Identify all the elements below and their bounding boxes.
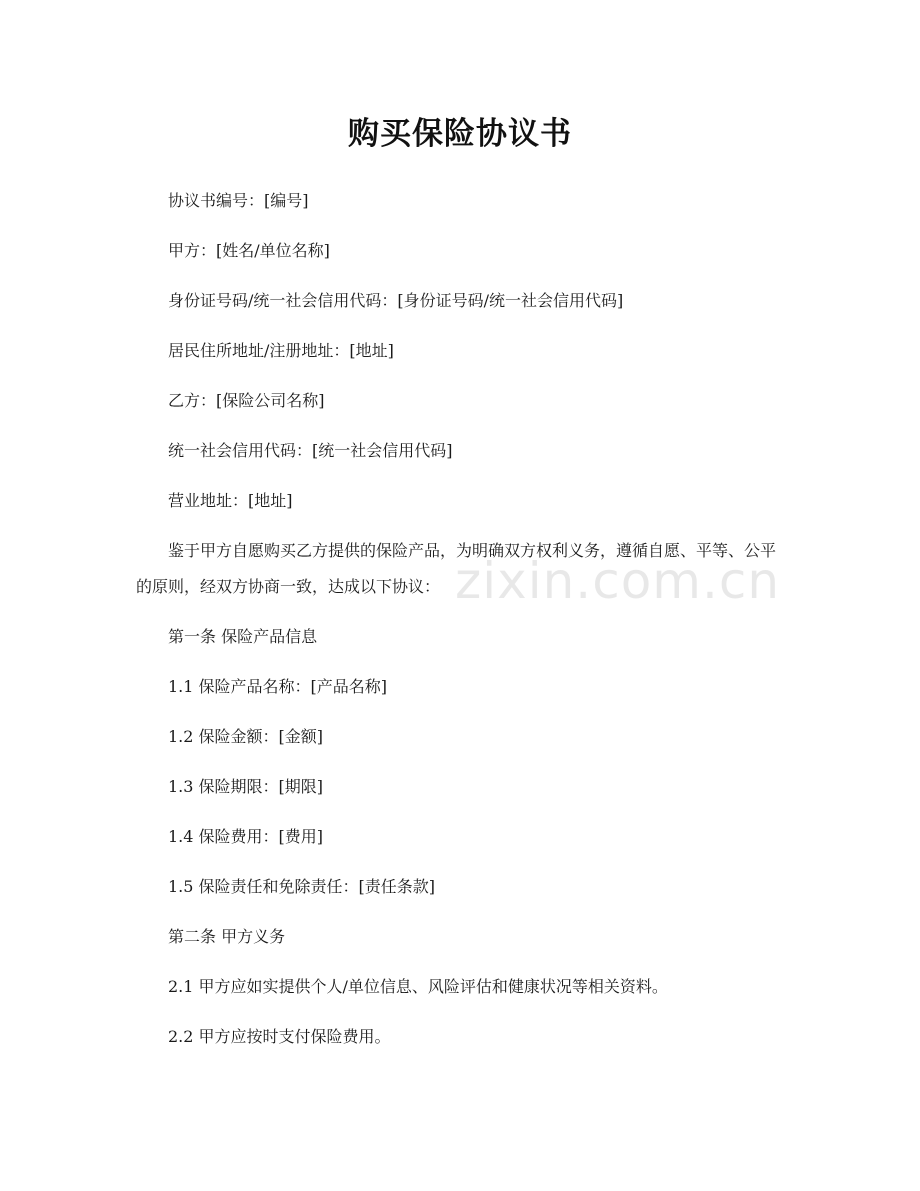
clause-1-3: 1.3 保险期限：[期限]: [168, 777, 324, 796]
party-b-name-line: 乙方：[保险公司名称]: [168, 391, 325, 410]
party-a-address-line: 居民住所地址/注册地址：[地址]: [168, 341, 394, 360]
clause-2-1: 2.1 甲方应如实提供个人/单位信息、风险评估和健康状况等相关资料。: [168, 977, 668, 996]
party-a-name-line: 甲方：[姓名/单位名称]: [168, 241, 330, 260]
party-a-id-line: 身份证号码/统一社会信用代码：[身份证号码/统一社会信用代码]: [168, 291, 624, 310]
article-1-heading: 第一条 保险产品信息: [168, 627, 318, 646]
clause-1-1: 1.1 保险产品名称：[产品名称]: [168, 677, 388, 696]
party-b-credit-code-line: 统一社会信用代码：[统一社会信用代码]: [168, 441, 453, 460]
document-title: 购买保险协议书: [348, 116, 572, 152]
clause-1-2: 1.2 保险金额：[金额]: [168, 727, 324, 746]
agreement-number-line: 协议书编号：[编号]: [168, 191, 309, 210]
article-2-heading: 第二条 甲方义务: [168, 927, 286, 946]
clause-1-4: 1.4 保险费用：[费用]: [168, 827, 324, 846]
clause-2-2: 2.2 甲方应按时支付保险费用。: [168, 1027, 391, 1046]
preamble-paragraph: 鉴于甲方自愿购买乙方提供的保险产品，为明确双方权利义务，遵循自愿、平等、公平的原则，经双方协商一致，达成以下协议：: [136, 541, 777, 596]
clause-1-5: 1.5 保险责任和免除责任：[责任条款]: [168, 877, 436, 896]
party-b-address-line: 营业地址：[地址]: [168, 491, 293, 510]
watermark-text: zixin.com.cn: [455, 552, 781, 610]
